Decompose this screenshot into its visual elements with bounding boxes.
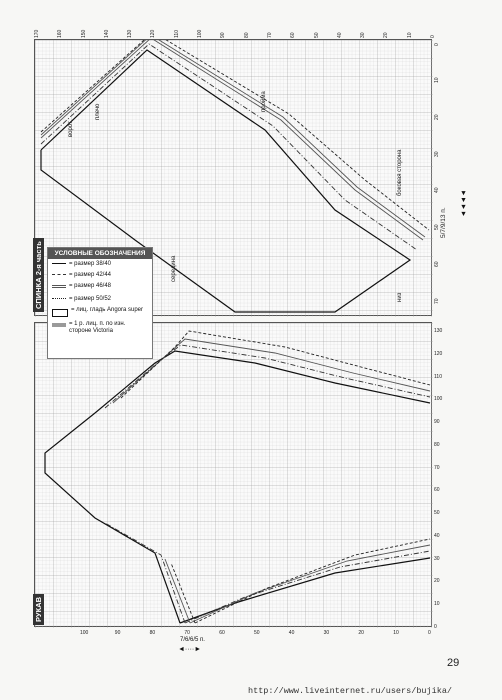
bottom-tick-40: 40 bbox=[288, 630, 295, 636]
right-tick-top-40: 40 bbox=[434, 187, 440, 194]
bottom-tick-80: 80 bbox=[149, 630, 156, 636]
right-tick-top-70: 70 bbox=[434, 298, 440, 304]
arrow-marker-sleeve: ◄····► bbox=[178, 646, 202, 653]
top-tick-120: 120 bbox=[150, 29, 157, 38]
right-tick-bottom-50: 50 bbox=[434, 510, 440, 517]
top-tick-0: 0 bbox=[430, 35, 436, 38]
right-tick-top-0: 0 bbox=[434, 43, 440, 46]
right-tick-bottom-100: 100 bbox=[434, 396, 443, 403]
bottom-tick-10: 10 bbox=[393, 630, 399, 636]
right-tick-bottom-70: 70 bbox=[434, 464, 440, 471]
legend-label: = размер 46/48 bbox=[69, 283, 112, 289]
label-vorot: ворот bbox=[68, 121, 74, 137]
top-tick-20: 20 bbox=[383, 32, 390, 38]
right-tick-top-20: 20 bbox=[434, 114, 440, 120]
arrow-marker-back: ◄◄◄◄ bbox=[460, 189, 468, 218]
top-tick-90: 90 bbox=[220, 32, 227, 38]
right-tick-bottom-30: 30 bbox=[434, 555, 440, 562]
bottom-tick-30: 30 bbox=[323, 630, 330, 636]
label-seredina: середина bbox=[171, 255, 177, 282]
right-tick-bottom-130: 130 bbox=[434, 328, 443, 334]
right-tick-bottom-40: 40 bbox=[434, 532, 440, 539]
legend-item-size-50 bbox=[48, 294, 152, 305]
right-tick-bottom-90: 90 bbox=[434, 419, 440, 426]
top-tick-70: 70 bbox=[266, 32, 273, 38]
top-tick-50: 50 bbox=[313, 32, 320, 38]
legend-item-size-38 bbox=[48, 259, 152, 270]
right-tick-bottom-110: 110 bbox=[434, 373, 442, 380]
legend-label: = лиц. гладь Angora super bbox=[71, 307, 144, 313]
top-tick-60: 60 bbox=[290, 32, 297, 38]
top-tick-10: 10 bbox=[406, 32, 413, 38]
bottom-tick-70: 70 bbox=[184, 630, 190, 636]
top-tick-130: 130 bbox=[127, 29, 134, 38]
top-tick-150: 150 bbox=[80, 29, 87, 38]
white-box-icon bbox=[52, 309, 68, 317]
legend-item-stockinette bbox=[48, 305, 152, 319]
legend-box bbox=[47, 247, 153, 359]
top-tick-140: 140 bbox=[103, 29, 110, 38]
rows-label-sleeve: 7/6/6/5 п. bbox=[180, 637, 205, 643]
label-plecho: плечо bbox=[95, 103, 101, 120]
back-section-title: СПИНКА 2-я часть bbox=[33, 238, 44, 312]
bottom-tick-50: 50 bbox=[254, 630, 260, 636]
sleeve-section-title: РУКАВ bbox=[33, 594, 44, 625]
solid-line-icon bbox=[52, 263, 66, 268]
sleeve-chart-grid bbox=[35, 323, 433, 628]
bottom-tick-100: 100 bbox=[80, 630, 89, 636]
top-tick-170: 170 bbox=[34, 29, 40, 38]
top-tick-30: 30 bbox=[360, 32, 367, 38]
footer-url-link[interactable]: http://www.liveinternet.ru/users/bujika/ bbox=[248, 686, 453, 696]
bottom-tick-90: 90 bbox=[114, 630, 121, 636]
legend-item-size-46 bbox=[48, 281, 152, 294]
top-tick-40: 40 bbox=[336, 32, 343, 38]
right-tick-top-10: 10 bbox=[434, 77, 440, 83]
label-proima: пройма bbox=[261, 91, 267, 112]
page-number: 29 bbox=[447, 657, 460, 669]
top-tick-110: 110 bbox=[173, 30, 180, 38]
legend-title: УСЛОВНЫЕ ОБОЗНАЧЕНИЯ bbox=[48, 248, 152, 259]
rows-label-back: 5/7/9/13 п. bbox=[440, 207, 447, 238]
sleeve-chart-panel bbox=[34, 322, 432, 627]
right-tick-top-30: 30 bbox=[434, 151, 440, 157]
legend-label: = размер 50/52 bbox=[69, 296, 112, 302]
legend-label: = размер 42/44 bbox=[69, 272, 112, 278]
grey-bar-icon bbox=[52, 323, 66, 327]
right-tick-bottom-80: 80 bbox=[434, 441, 440, 448]
right-tick-top-60: 60 bbox=[434, 261, 440, 268]
top-tick-80: 80 bbox=[243, 32, 250, 38]
dashed-line-icon bbox=[52, 298, 66, 303]
bottom-tick-20: 20 bbox=[358, 630, 364, 636]
right-tick-bottom-10: 10 bbox=[434, 601, 440, 608]
right-tick-bottom-120: 120 bbox=[434, 350, 443, 357]
legend-item-purl-row bbox=[48, 319, 152, 337]
right-tick-top-50: 50 bbox=[434, 224, 440, 231]
label-bokovaya: боковая сторона bbox=[397, 149, 403, 196]
top-tick-160: 160 bbox=[57, 29, 64, 38]
top-tick-100: 100 bbox=[197, 29, 204, 38]
legend-item-size-42 bbox=[48, 270, 152, 281]
right-tick-bottom-60: 60 bbox=[434, 487, 440, 494]
right-tick-bottom-20: 20 bbox=[434, 578, 440, 585]
legend-label: = размер 38/40 bbox=[69, 261, 112, 267]
right-tick-bottom-0: 0 bbox=[434, 624, 437, 630]
bottom-tick-60: 60 bbox=[219, 630, 225, 636]
double-line-icon bbox=[52, 285, 66, 292]
dashdot-line-icon bbox=[52, 274, 66, 279]
bottom-tick-0: 0 bbox=[428, 630, 431, 636]
legend-label: = 1 р. лиц. п. по изн. стороне Victoria bbox=[69, 321, 126, 334]
label-niz: низ bbox=[397, 292, 403, 302]
